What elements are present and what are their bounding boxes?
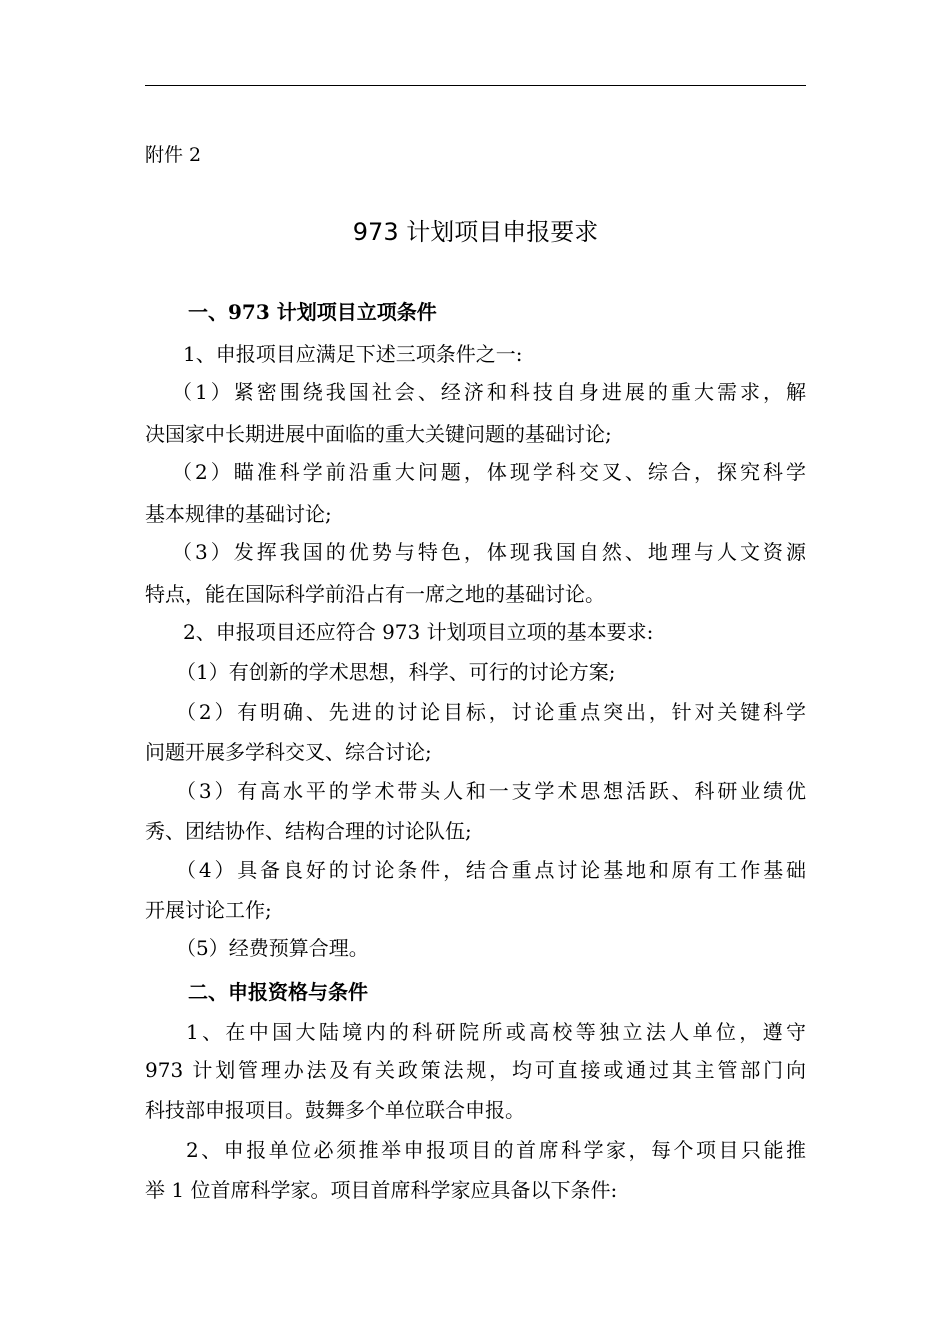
paragraph-line: （1）紧密围绕我国社会、经济和科技自身进展的重大需求，解 bbox=[172, 380, 806, 404]
header-rule bbox=[145, 85, 806, 86]
paragraph-line: 特点，能在国际科学前沿占有一席之地的基础讨论。 bbox=[145, 582, 605, 606]
paragraph-line: 秀、团结协作、结构合理的讨论队伍; bbox=[145, 819, 472, 843]
paragraph-line: 1、申报项目应满足下述三项条件之一: bbox=[183, 342, 523, 366]
paragraph-line: （3）发挥我国的优势与特色，体现我国自然、地理与人文资源 bbox=[172, 540, 806, 564]
paragraph-line: （1）有创新的学术思想，科学、可行的讨论方案; bbox=[176, 660, 616, 684]
paragraph-line: 1、在中国大陆境内的科研院所或高校等独立法人单位，遵守 bbox=[186, 1020, 806, 1044]
paragraph-line: 2、申报单位必须推举申报项目的首席科学家，每个项目只能推 bbox=[186, 1138, 806, 1162]
paragraph-line: 决国家中长期进展中面临的重大关键问题的基础讨论; bbox=[145, 422, 612, 446]
paragraph-line: 开展讨论工作; bbox=[145, 898, 272, 922]
paragraph-line: （4）具备良好的讨论条件，结合重点讨论基地和原有工作基础 bbox=[176, 858, 806, 882]
section-heading: 一、973 计划项目立项条件 bbox=[188, 300, 437, 324]
paragraph-line: （2）有明确、先进的讨论目标，讨论重点突出，针对关键科学 bbox=[176, 700, 806, 724]
paragraph-line: 基本规律的基础讨论; bbox=[145, 502, 332, 526]
section-heading: 二、申报资格与条件 bbox=[188, 980, 368, 1004]
paragraph-line: （2）瞄准科学前沿重大问题，体现学科交叉、综合，探究科学 bbox=[172, 460, 806, 484]
paragraph-line: 举 1 位首席科学家。项目首席科学家应具备以下条件: bbox=[145, 1178, 618, 1202]
paragraph-line: 科技部申报项目。鼓舞多个单位联合申报。 bbox=[145, 1098, 525, 1122]
paragraph-line: （5）经费预算合理。 bbox=[176, 936, 369, 960]
paragraph-line: 973 计划管理办法及有关政策法规，均可直接或通过其主管部门向 bbox=[145, 1058, 806, 1082]
paragraph-line: （3）有高水平的学术带头人和一支学术思想活跃、科研业绩优 bbox=[176, 779, 806, 803]
attachment-label: 附件 2 bbox=[145, 144, 202, 166]
document-title: 973 计划项目申报要求 bbox=[352, 218, 599, 246]
paragraph-line: 2、申报项目还应符合 973 计划项目立项的基本要求: bbox=[183, 620, 654, 644]
paragraph-line: 问题开展多学科交叉、综合讨论; bbox=[145, 740, 432, 764]
